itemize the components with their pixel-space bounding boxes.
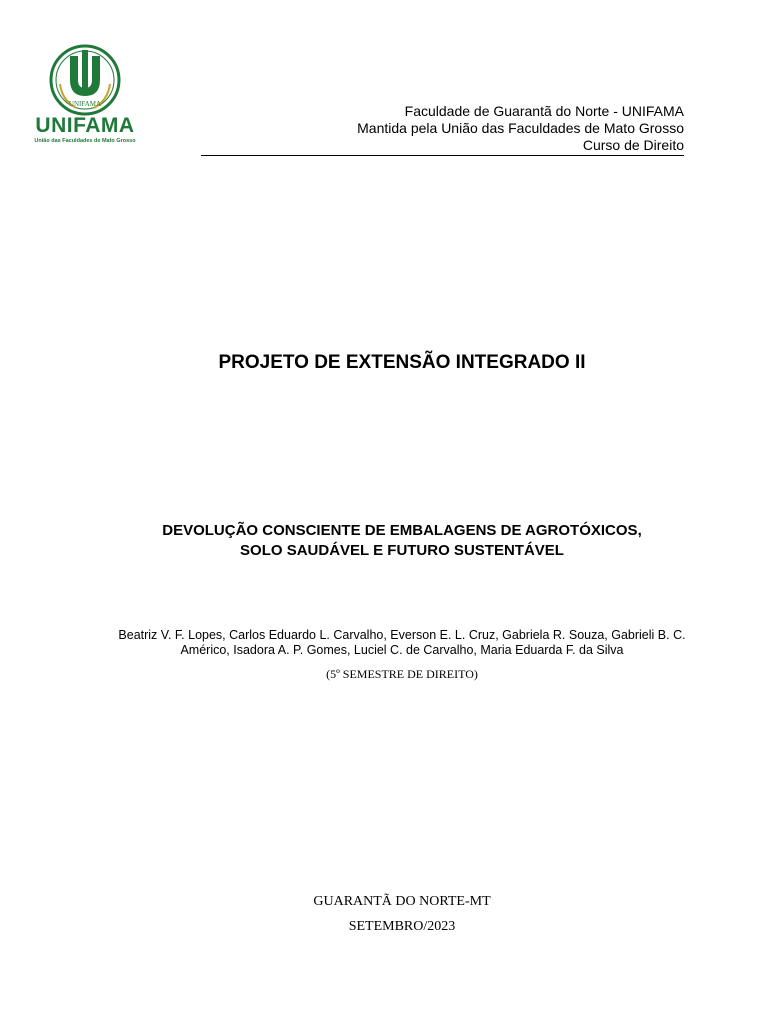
header-course: Curso de Direito xyxy=(582,137,684,153)
logo-wordmark: UNIFAMA xyxy=(35,114,135,137)
subtitle-line-2: SOLO SAUDÁVEL E FUTURO SUSTENTÁVEL xyxy=(240,542,564,559)
header-institution-name: Faculdade de Guarantã do Norte - UNIFAMA xyxy=(404,103,684,119)
header-divider xyxy=(201,155,684,156)
svg-text:UNIFAMA: UNIFAMA xyxy=(68,100,102,108)
header-maintainer: Mantida pela União das Faculdades de Mato Grosso xyxy=(357,120,684,136)
subtitle-line-1: DEVOLUÇÃO CONSCIENTE DE EMBALAGENS DE AGROTÓXICOS, xyxy=(162,522,642,539)
institution-header xyxy=(200,103,684,154)
document-title: PROJETO DE EXTENSÃO INTEGRADO II xyxy=(218,352,586,373)
authors-list: Beatriz V. F. Lopes, Carlos Eduardo L. Carvalho, Everson E. L. Cruz, Gabriela R. Souza, Gabrieli B. C. Américo, Isadora A. P. Gomes, Luciel C. de Carvalho, Maria Eduarda F. da Silva xyxy=(118,628,686,657)
document-subtitle xyxy=(80,521,724,561)
logo-tagline: União das Faculdades de Mato Grosso xyxy=(34,138,136,144)
footer-date: SETEMBRO/2023 xyxy=(348,919,456,934)
institution-logo xyxy=(30,44,140,146)
footer-city: GUARANTÃ DO NORTE-MT xyxy=(313,894,491,909)
unifama-emblem-icon xyxy=(48,44,122,116)
semester-label: (5º SEMESTRE DE DIREITO) xyxy=(326,667,478,681)
